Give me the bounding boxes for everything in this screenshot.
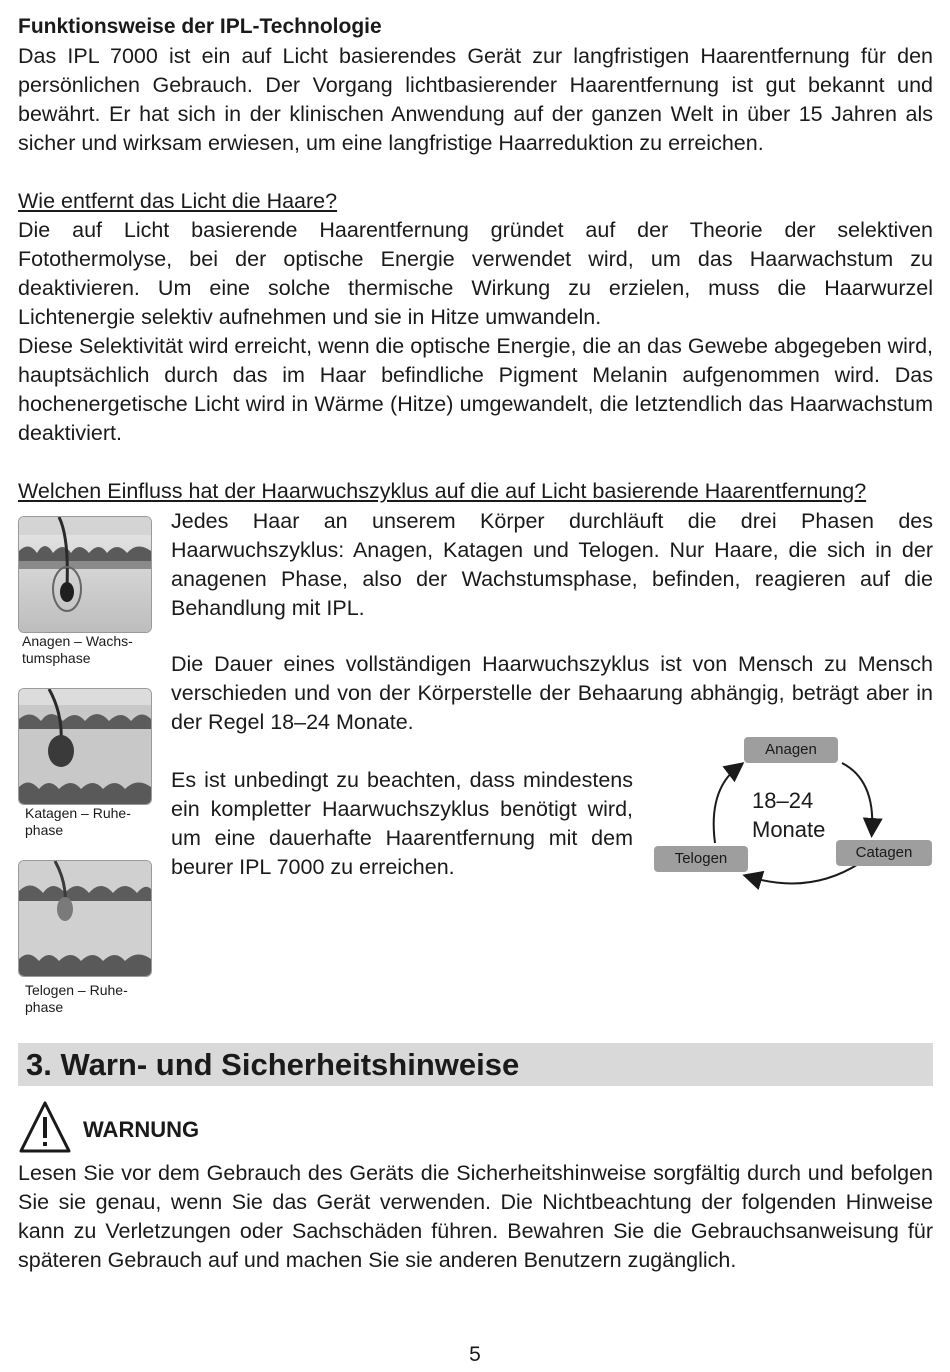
warning-triangle-icon: [18, 1100, 72, 1154]
question-light: Wie entfernt das Licht die Haare?: [18, 189, 338, 213]
cycle-center-line1: 18–24: [752, 788, 814, 813]
cycle-label-catagen: Catagen: [836, 840, 932, 866]
caption-anagen: [22, 633, 133, 667]
caption-telogen-line1: Telogen – Ruhe-: [25, 982, 128, 998]
cycle-center-line2: Monate: [752, 817, 826, 842]
section-title: 3. Warn- und Sicherheitshinweise: [26, 1047, 520, 1082]
warning-paragraph: Lesen Sie vor dem Gebrauch des Geräts die Sicherheitshinweise sorgfältig durch und befolgen Sie sie genau, wenn Sie das Gerät verwenden. Die Nichtbeachtung der folgenden Hinweise kann zu Verletzungen oder Sachschäden führen. Bewahren Sie die Gebrauchsanweisung für späteren Gebrauch auf und machen Sie sie anderen Benutzern zugänglich.: [18, 1161, 933, 1272]
cycle-arrow-right: [842, 763, 872, 830]
paragraph-phases: Jedes Haar an unserem Körper durchläuft die drei Phasen des Haarwuchszyklus: Anagen, Katagen und Telogen. Nur Haare, die sich in der anagenen Phase, also der Wachstumsphase, befinden, reagieren auf die Behandlung mit IPL.: [171, 509, 933, 620]
intro-paragraph: Das IPL 7000 ist ein auf Licht basierendes Gerät zur langfristigen Haarentfernung für den persönlichen Gebrauch. Der Vorgang lichtbasierender Haarentfernung ist gut bekannt und bewährt. Er hat sich in der klinischen Anwendung auf der ganzen Welt in über 15 Jahren als sicher und wirksam erwiesen, um eine langfristige Haarreduktion zu erreichen.: [18, 44, 933, 155]
paragraph-photothermolysis: Die auf Licht basierende Haarentfernung gründet auf der Theorie der selektiven Fotothermolyse, bei der optische Energie verwendet wird, um das Haarwachstum zu deaktivieren. Um eine solche thermische Wirkung zu erzielen, muss die Haarwurzel Lichtenergie selektiv aufnehmen und sie in Hitze umwandeln.: [18, 218, 933, 329]
caption-katagen-line2: phase: [25, 822, 64, 838]
page-heading: Funktionsweise der IPL-Technologie: [18, 15, 382, 38]
paragraph-cycle-note: Es ist unbedingt zu beachten, dass mindestens ein kompletter Haarwuchszyklus benötigt wird, um eine dauerhafte Haarentfernung mit dem beurer IPL 7000 zu erreichen.: [171, 768, 633, 879]
question-hair-cycle: Welchen Einfluss hat der Haarwuchszyklus auf die auf Licht basierende Haarentfernung?: [18, 479, 867, 503]
section-header: [18, 1043, 933, 1086]
caption-telogen-line2: phase: [25, 999, 64, 1015]
caption-katagen: [25, 805, 131, 839]
page-number: 5: [469, 1343, 481, 1366]
cycle-label-anagen: Anagen: [744, 737, 838, 763]
caption-anagen-line2: tumsphase: [22, 650, 91, 666]
anagen-illustration: [18, 516, 152, 633]
caption-anagen-line1: Anagen – Wachs-: [22, 633, 133, 649]
paragraph-duration: Die Dauer eines vollständigen Haarwuchszyklus ist von Mensch zu Mensch verschieden und von der Körperstelle der Behaarung abhängig, beträgt aber in der Regel 18–24 Monate.: [171, 652, 933, 734]
cycle-label-telogen: Telogen: [654, 846, 748, 872]
katagen-illustration: [18, 688, 152, 805]
caption-katagen-line1: Katagen – Ruhe-: [25, 805, 131, 821]
cycle-arrow-bottom: [750, 863, 860, 883]
caption-telogen: [25, 982, 128, 1016]
telogen-illustration: [18, 860, 152, 977]
warning-label: WARNUNG: [83, 1117, 200, 1142]
cycle-center-text: [752, 786, 825, 844]
cycle-arrow-left: [714, 767, 738, 843]
paragraph-selectivity: Diese Selektivität wird erreicht, wenn die optische Energie, die an das Gewebe abgegeben wird, hauptsächlich durch das im Haar befindliche Pigment Melanin aufgenommen wird. Das hochenergetische Licht wird in Wärme (Hitze) umgewandelt, die letztendlich das Haarwachstum deaktiviert.: [18, 334, 933, 445]
